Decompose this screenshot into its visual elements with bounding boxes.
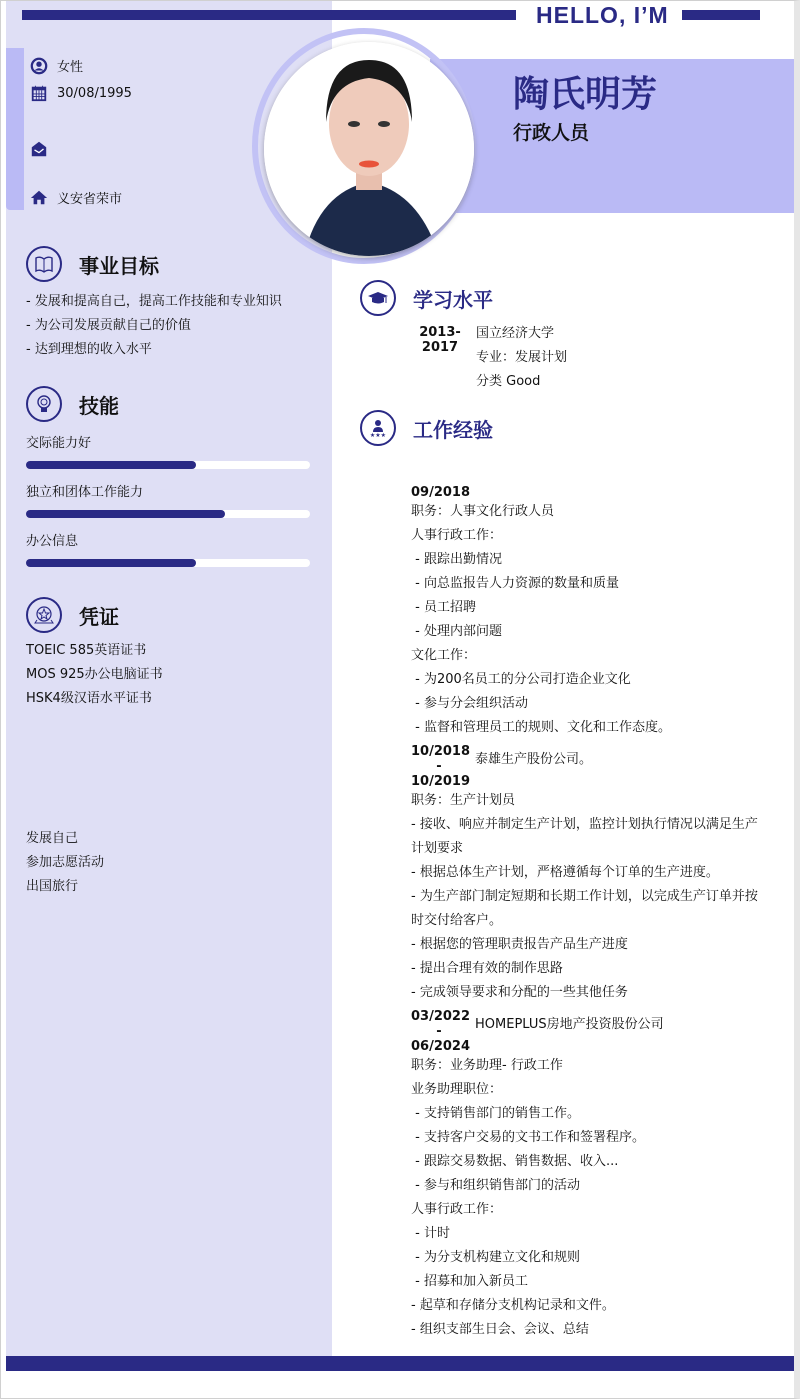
svg-text:★★★: ★★★ [369, 432, 387, 439]
experience-line: - 跟踪出勤情况 [411, 552, 502, 567]
experience-line: 业务助理职位： [411, 1082, 503, 1097]
certificate-item: HSK4级汉语水平证书 [26, 691, 152, 706]
experience-line: 职务：人事文化行政人员 [411, 504, 555, 519]
goal-item: - 为公司发展贡献自己的价值 [26, 318, 191, 333]
date-end: 06/2024 [411, 1039, 471, 1054]
certificates-title: 凭证 [79, 604, 119, 629]
experience-line: - 完成领导要求和分配的一些其他任务 [411, 985, 628, 1000]
education-school: 国立经济大学 [476, 326, 555, 341]
experience-line: - 支持客户交易的文书工作和签署程序。 [411, 1130, 645, 1145]
experience-line: 职务：生产计划员 [411, 793, 516, 808]
date-start: 10/2018 [411, 744, 471, 759]
experience-line: 职务：业务助理- 行政工作 [411, 1058, 563, 1073]
hello-heading: HELLO, I’M [536, 2, 669, 28]
education-major: 专业：发展计划 [476, 350, 568, 365]
experience-line: 人事行政工作： [411, 1202, 503, 1217]
experience-line: - 提出合理有效的制作思路 [411, 961, 563, 976]
experience-line: - 起草和存储分支机构记录和文件。 [411, 1298, 615, 1313]
experience-line: - 根据您的管理职责报告产品生产进度 [411, 937, 628, 952]
candidate-name: 陶氏明芳 [513, 74, 658, 115]
experience-line: - 支持销售部门的销售工作。 [411, 1106, 580, 1121]
experience-line: - 计时 [411, 1226, 450, 1241]
gender-text: 女性 [57, 60, 84, 75]
certificate-item: MOS 925办公电脑证书 [26, 667, 163, 682]
experience-line: - 跟踪交易数据、销售数据、收入... [411, 1154, 619, 1169]
skill-label: 办公信息 [26, 534, 79, 549]
certificate-item: TOEIC 585英语证书 [26, 643, 147, 658]
skill-label: 独立和团体工作能力 [26, 485, 144, 500]
date-end: 10/2019 [411, 774, 471, 789]
company-name: HOMEPLUS房地产投资股份公司 [475, 1017, 664, 1032]
experience-line: - 组织支部生日会、会议、总结 [411, 1322, 589, 1337]
education-period-end: 2017 [421, 340, 459, 355]
experience-line: - 招募和加入新员工 [411, 1274, 528, 1289]
date-separator: - [436, 1024, 442, 1039]
experience-line: 文化工作： [411, 648, 477, 663]
job-title: 行政人员 [513, 122, 590, 144]
experience-line: - 为分支机构建立文化和规则 [411, 1250, 580, 1265]
education-grade: 分类 Good [476, 374, 541, 389]
interest-item: 发展自己 [26, 831, 79, 846]
address-text: 义安省荣市 [57, 192, 123, 207]
company-name: 泰雄生产股份公司。 [475, 752, 593, 767]
date-start: 09/2018 [411, 485, 471, 500]
goal-item: - 发展和提高自己，提高工作技能和专业知识 [26, 294, 282, 309]
career-goal-title: 事业目标 [79, 253, 159, 278]
birthday-text: 30/08/1995 [57, 85, 132, 101]
experience-line: - 向总监报告人力资源的数量和质量 [411, 576, 619, 591]
education-title: 学习水平 [413, 287, 493, 312]
experience-line: - 为生产部门制定短期和长期工作计划，以完成生产订单并按时交付给客户。 [411, 889, 758, 928]
experience-line: - 监督和管理员工的规则、文化和工作态度。 [411, 720, 671, 735]
date-start: 03/2022 [411, 1009, 471, 1024]
experience-line: - 员工招聘 [411, 600, 476, 615]
goal-item: - 达到理想的收入水平 [26, 342, 152, 357]
date-separator: - [436, 759, 442, 774]
interest-item: 出国旅行 [26, 879, 79, 894]
experience-line: - 接收、响应并制定生产计划，监控计划执行情况以满足生产计划要求 [411, 817, 758, 856]
skills-title: 技能 [79, 393, 119, 418]
experience-line: - 参与和组织销售部门的活动 [411, 1178, 580, 1193]
experience-line: 人事行政工作： [411, 528, 503, 543]
experience-line: - 根据总体生产计划，严格遵循每个订单的生产进度。 [411, 865, 719, 880]
interest-item: 参加志愿活动 [26, 855, 105, 870]
experience-line: - 处理内部问题 [411, 624, 502, 639]
education-period-start: 2013- [419, 325, 461, 340]
experience-line: - 参与分会组织活动 [411, 696, 528, 711]
experience-line: - 为200名员工的分公司打造企业文化 [411, 672, 631, 687]
skill-label: 交际能力好 [26, 436, 92, 451]
experience-title: 工作经验 [413, 417, 493, 442]
